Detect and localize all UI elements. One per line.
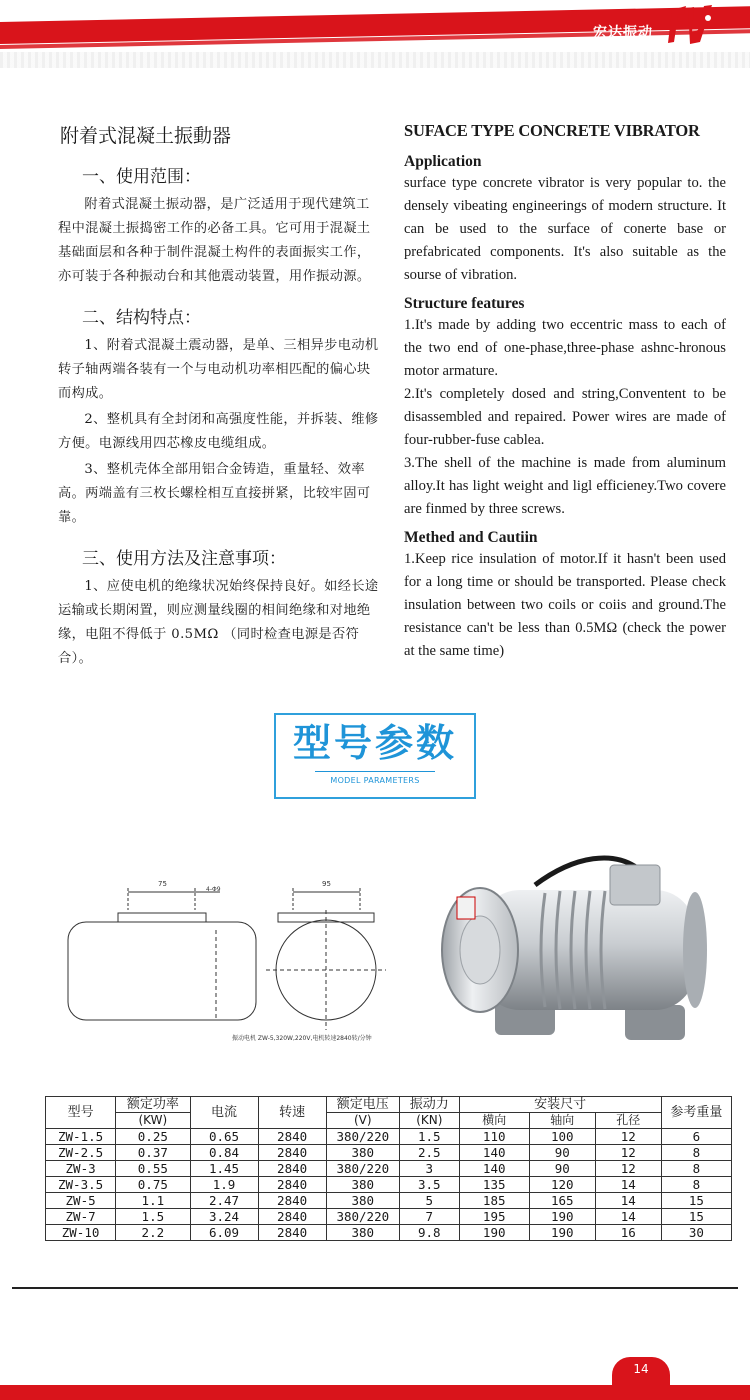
table-cell: 90	[529, 1161, 595, 1177]
english-column	[404, 115, 726, 663]
table-cell: 5	[399, 1193, 459, 1209]
table-cell: 185	[459, 1193, 529, 1209]
table-row	[46, 1177, 732, 1193]
header-axial: 轴向	[529, 1113, 595, 1129]
cn-paragraph: 3、整机壳体全部用铝合金铸造，重量轻、效率高。两端盖有三枚长螺栓相互直接拼紧，比较牢固可靠。	[58, 462, 371, 525]
table-cell: 7	[399, 1209, 459, 1225]
table-cell: 8	[661, 1145, 731, 1161]
table-cell: 8	[661, 1161, 731, 1177]
table-cell: 3	[399, 1161, 459, 1177]
table-cell: 140	[459, 1161, 529, 1177]
table-cell: 2.2	[116, 1225, 190, 1241]
table-cell: 0.25	[116, 1129, 190, 1145]
en-paragraph: 3.The shell of the machine is made from aluminum alloy.It has light weight and ligl efficieney.Two covere are finmed by three screws.	[404, 455, 726, 517]
table-cell: 12	[595, 1145, 661, 1161]
header-voltage: 额定电压	[326, 1097, 399, 1113]
bottom-rule	[12, 1287, 738, 1289]
table-cell: 1.5	[399, 1129, 459, 1145]
vibrator-product-image	[425, 845, 725, 1060]
en-title: SUFACE TYPE CONCRETE VIBRATOR	[404, 121, 700, 140]
table-cell: 2.47	[190, 1193, 258, 1209]
model-parameters-banner	[274, 713, 476, 799]
dim-left-text: 75	[158, 880, 167, 888]
table-cell: 2840	[258, 1225, 326, 1241]
cn-paragraph: 附着式混凝土振动器，是广泛适用于现代建筑工程中混凝土振捣密工作的必备工具。它可用于混凝土基础面层和各种于制件混凝土构件的表面振实工作，亦可装于各种振动台和其他震动装置，用作振动源。	[58, 197, 371, 284]
brand-logo-icon	[668, 2, 716, 48]
header-texture	[0, 52, 750, 68]
table-cell: ZW-10	[46, 1225, 116, 1241]
table-cell: 9.8	[399, 1225, 459, 1241]
table-cell: 12	[595, 1129, 661, 1145]
header-current: 电流	[190, 1097, 258, 1129]
table-cell: 165	[529, 1193, 595, 1209]
table-cell: 100	[529, 1129, 595, 1145]
banner-subtitle: MODEL PARAMETERS	[315, 771, 435, 785]
cn-section-heading: 三、使用方法及注意事项：	[82, 549, 286, 569]
table-cell: 0.84	[190, 1145, 258, 1161]
table-cell: 190	[529, 1209, 595, 1225]
cn-paragraph: 2、整机具有全封闭和高强度性能，并拆装、维修方便。电源线用四芯橡皮电缆组成。	[58, 412, 379, 451]
table-cell: 380	[326, 1145, 399, 1161]
header-force-unit: (KN)	[399, 1113, 459, 1129]
table-cell: 6	[661, 1129, 731, 1145]
table-cell: 135	[459, 1177, 529, 1193]
cn-section-heading: 二、结构特点：	[82, 308, 201, 328]
table-cell: 0.37	[116, 1145, 190, 1161]
table-cell: ZW-7	[46, 1209, 116, 1225]
table-cell: 2840	[258, 1129, 326, 1145]
table-row	[46, 1225, 732, 1241]
table-row	[46, 1193, 732, 1209]
table-cell: 380	[326, 1177, 399, 1193]
brand-name: 宏达振动	[593, 25, 653, 41]
table-cell: 380	[326, 1193, 399, 1209]
en-section-heading: Structure features	[404, 295, 525, 312]
table-cell: 380/220	[326, 1161, 399, 1177]
table-row	[46, 1209, 732, 1225]
chinese-column	[58, 115, 383, 673]
table-cell: 140	[459, 1145, 529, 1161]
table-cell: 12	[595, 1161, 661, 1177]
page-header	[0, 0, 750, 70]
table-cell: 190	[459, 1225, 529, 1241]
header-weight: 参考重量	[661, 1097, 731, 1129]
table-cell: ZW-2.5	[46, 1145, 116, 1161]
header-power-unit: (KW)	[116, 1113, 190, 1129]
en-paragraph: 1.Keep rice insulation of motor.If it hasn't been used for a long time or should be transported. Please check insulation between two coils or coiis and ground.The resistance can't be less than 0.5MΩ (check the power at the same time)	[404, 551, 726, 659]
table-cell: 2840	[258, 1177, 326, 1193]
table-cell: 2840	[258, 1145, 326, 1161]
table-cell: 3.5	[399, 1177, 459, 1193]
en-paragraph: 1.It's made by adding two eccentric mass to each of the two end of one-phase,three-phase ashnc-hronous motor armature.	[404, 317, 726, 379]
table-cell: 2840	[258, 1209, 326, 1225]
table-cell: 0.65	[190, 1129, 258, 1145]
drawing-caption: 振动电机 ZW-5,320W,220V,电机转速2840转/分钟	[232, 1035, 372, 1042]
table-cell: 380	[326, 1225, 399, 1241]
en-paragraph: surface type concrete vibrator is very popular to. the densely vibeating engineerings of modern structure. It can be used to the surface of conerte base or prefabricated components. It's also suitable as the sourse of vibration.	[404, 175, 726, 283]
header-voltage-unit: (V)	[326, 1113, 399, 1129]
table-row	[46, 1145, 732, 1161]
table-cell: 0.75	[116, 1177, 190, 1193]
table-row	[46, 1161, 732, 1177]
table-cell: 120	[529, 1177, 595, 1193]
page-number: 14	[633, 1362, 649, 1376]
dimension-drawing	[60, 870, 390, 1050]
table-cell: 1.5	[116, 1209, 190, 1225]
table-cell: 2.5	[399, 1145, 459, 1161]
table-cell: ZW-3	[46, 1161, 116, 1177]
table-cell: ZW-3.5	[46, 1177, 116, 1193]
table-cell: 90	[529, 1145, 595, 1161]
cn-section-heading: 一、使用范围：	[82, 167, 201, 187]
table-cell: 30	[661, 1225, 731, 1241]
table-cell: 16	[595, 1225, 661, 1241]
en-section-heading: Application	[404, 153, 482, 170]
table-cell: ZW-1.5	[46, 1129, 116, 1145]
table-cell: 3.24	[190, 1209, 258, 1225]
header-horizontal: 横向	[459, 1113, 529, 1129]
cn-title: 附着式混凝土振動器	[60, 125, 232, 147]
header-install: 安装尺寸	[459, 1097, 661, 1113]
header-speed: 转速	[258, 1097, 326, 1129]
model-spec-table	[45, 1096, 732, 1241]
dim-right-text: 95	[322, 880, 331, 888]
table-cell: 1.45	[190, 1161, 258, 1177]
table-cell: 2840	[258, 1161, 326, 1177]
en-paragraph: 2.It's completely dosed and string,Conventent to be disassembled and repaired. Power wires are made of four-rubber-fuse cablea.	[404, 386, 726, 448]
table-cell: 1.9	[190, 1177, 258, 1193]
table-cell: 1.1	[116, 1193, 190, 1209]
table-subheader-row	[46, 1113, 732, 1129]
table-cell: 110	[459, 1129, 529, 1145]
table-row	[46, 1129, 732, 1145]
table-cell: 15	[661, 1209, 731, 1225]
cn-paragraph: 1、附着式混凝土震动器，是单、三相异步电动机转子轴两端各装有一个与电动机功率相匹配的偏心块而构成。	[58, 338, 379, 401]
header-hole: 孔径	[595, 1113, 661, 1129]
cn-paragraph: 1、应使电机的绝缘状况始终保持良好。如经长途运输或长期闲置，则应测量线圈的相间绝缘和对地绝缘，电阻不得低于 0.5MΩ （同时检查电源是否符合）。	[58, 579, 379, 666]
header-power: 额定功率	[116, 1097, 190, 1113]
table-cell: ZW-5	[46, 1193, 116, 1209]
table-cell: 8	[661, 1177, 731, 1193]
table-cell: 14	[595, 1209, 661, 1225]
header-force: 振动力	[399, 1097, 459, 1113]
table-cell: 14	[595, 1177, 661, 1193]
table-cell: 0.55	[116, 1161, 190, 1177]
table-cell: 15	[661, 1193, 731, 1209]
table-cell: 14	[595, 1193, 661, 1209]
en-section-heading: Methed and Cautiin	[404, 529, 538, 546]
table-cell: 2840	[258, 1193, 326, 1209]
table-header-row	[46, 1097, 732, 1113]
dim-hole-text: 4-Φ9	[206, 886, 221, 893]
banner-title: 型号参数	[292, 721, 457, 765]
table-cell: 380/220	[326, 1209, 399, 1225]
header-model: 型号	[46, 1097, 116, 1129]
table-cell: 190	[529, 1225, 595, 1241]
table-cell: 195	[459, 1209, 529, 1225]
table-cell: 380/220	[326, 1129, 399, 1145]
table-cell: 6.09	[190, 1225, 258, 1241]
